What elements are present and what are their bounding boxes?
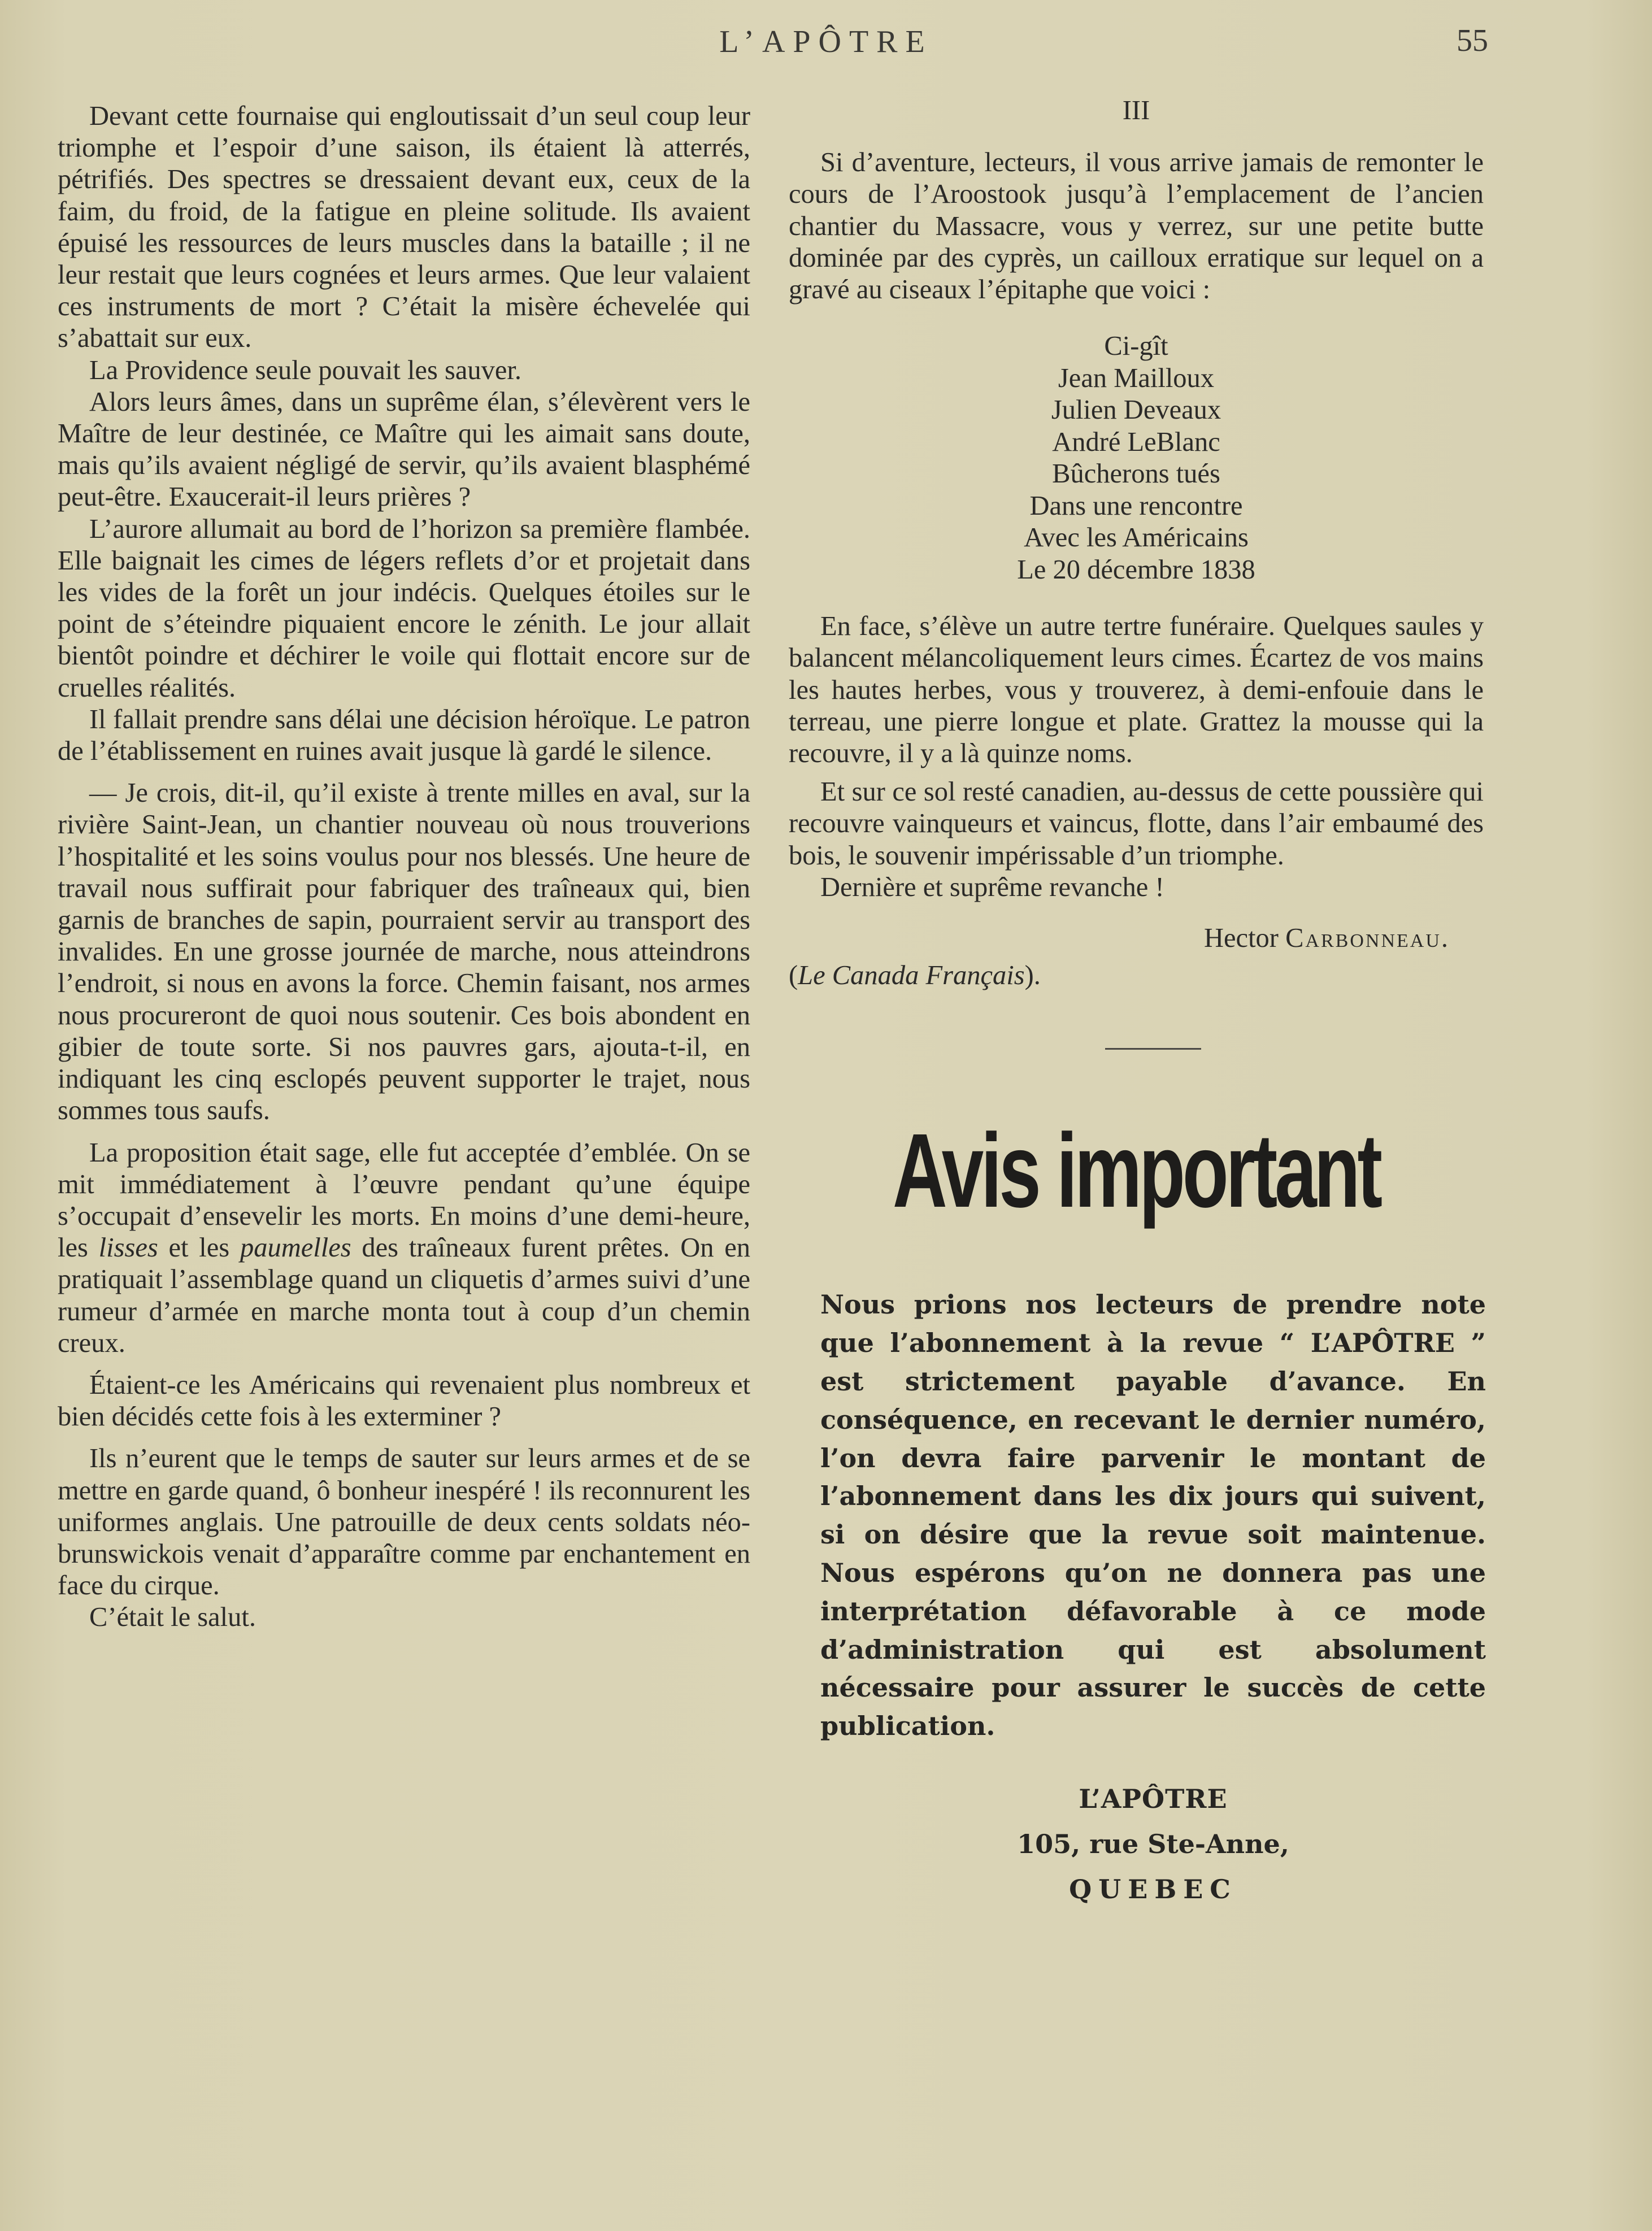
publisher-address: 105, rue Ste-Anne, bbox=[1017, 1829, 1289, 1860]
epitaph-line: André LeBlanc bbox=[1052, 427, 1220, 457]
author-signature bbox=[789, 923, 1484, 954]
paragraph: C’était le salut. bbox=[89, 1602, 256, 1633]
paragraph: Devant cette fournaise qui engloutissait d’un seul coup leur triomphe et l’espoir d’une saison, ils étaient là atterrés, pétrifiés. Des spectres se dressaient devant eux, ceux de la faim, du froid, de la fatigue en pleine solitude. Ils avaient épuisé les ressources de leurs muscles dans la bataille ; il ne leur restait que leurs cognées et leurs armes. Que leur valaient ces instruments de mort ? C’était la misère échevelée qui s’abattait sur eux. bbox=[58, 101, 750, 354]
epitaph bbox=[789, 330, 1484, 586]
publisher-block bbox=[820, 1783, 1486, 1906]
publisher-name: L’APÔTRE bbox=[1079, 1784, 1228, 1815]
notice-text: Nous prions nos lecteurs de prendre note que l’abonnement à la revue “ L’APÔTRE ” est strictement payable d’avance. En conséquence, en recevant le dernier numéro, l’on devra faire parvenir le montant de l’abonnement dans les dix jours qui suivent, si on désire que la revue soit maintenue. Nous espérons qu’on ne donnera pas une interprétation défavorable à ce mode d’administration qui est absolument nécessaire pour assurer le succès de cette publication. bbox=[820, 1289, 1486, 1742]
epitaph-line: Bûcherons tués bbox=[1052, 459, 1220, 489]
paragraph: — Je crois, dit-il, qu’il existe à trente milles en aval, sur la rivière Saint-Jean, un chantier nouveau où nous trouverions l’hospitalité et les soins voulus pour nos blessés. Une heure de travail nous suffirait pour fabriquer des traîneaux qui, bien garnis de branches de sapin, pourraient servir au transport des invalides. En une grosse journée de marche, nous atteindrons l’endroit, si nous en avons la force. Chemin faisant, nos armes nous procureront de quoi nous soutenir. Ces bois abondent en gibier de toute sorte. Si nos pauvres gars, ajouta-t-il, en indiquant les cinq esclopés peuvent supporter le trajet, nous sommes tous saufs. bbox=[58, 778, 750, 1126]
paragraph: Dernière et suprême revanche ! bbox=[820, 872, 1164, 902]
paragraph: Étaient-ce les Américains qui revenaient plus nombreux et bien décidés cette fois à les exterminer ? bbox=[58, 1369, 750, 1432]
paragraph: Ils n’eurent que le temps de sauter sur leurs armes et de se mettre en garde quand, ô bonheur inespéré ! ils reconnurent les uniformes anglais. Une patrouille de deux cents soldats néo-brunswickois venait d’apparaître comme par enchantement en face du cirque. bbox=[58, 1443, 750, 1601]
text-run: des traîneaux furent prêtes. On en pratiquait l’assemblage quand un cliquetis d’armes suivi d’une rumeur d’armée en marche monta tout à coup d’un chemin creux. bbox=[58, 1233, 751, 1358]
right-column bbox=[789, 95, 1484, 1906]
paragraph: Alors leurs âmes, dans un suprême élan, s’élevèrent vers le Maître de leur destinée, ce Maître qui les aimait sans doute, mais qu’ils avaient négligé de servir, qu’ils avaient blasphémé peut-être. Exaucerait-il leurs prières ? bbox=[58, 386, 750, 512]
epitaph-line: Avec les Américains bbox=[1024, 523, 1249, 553]
section-number: III bbox=[1122, 95, 1150, 125]
notice-body bbox=[820, 1286, 1486, 1746]
source-paren: ). bbox=[1024, 960, 1041, 991]
source-paren: ( bbox=[789, 960, 798, 991]
text-run: et les bbox=[168, 1233, 230, 1263]
paragraph: Si d’aventure, lecteurs, il vous arrive jamais de remonter le cours de l’Aroostook jusqu’à l’emplacement de l’ancien chantier du Massacre, vous y verrez, sur une petite butte dominée par des cyprès, un cailloux erratique sur lequel on a gravé au ciseaux l’épitaphe que voici : bbox=[789, 147, 1484, 305]
epitaph-line: Julien Deveaux bbox=[1051, 395, 1221, 425]
text-run: La proposition était sage, elle fut acceptée d’emblée. On se mit immédiatement à l’œuvre pendant qu’une équipe s’occupait d’ensevelir les morts. En moins d’une demi-heure, les bbox=[58, 1137, 750, 1263]
epitaph-line: Dans une rencontre bbox=[1029, 490, 1243, 521]
publisher-city: QUEBEC bbox=[1069, 1874, 1237, 1905]
source-title: Le Canada Français bbox=[798, 960, 1025, 991]
source-credit bbox=[789, 960, 1484, 991]
paragraph: Et sur ce sol resté canadien, au-dessus de cette poussière qui recouvre vainqueurs et vaincus, flotte, dans l’air embaumé des bois, le souvenir impérissable d’un triomphe. bbox=[789, 777, 1484, 871]
page-number: 55 bbox=[1457, 23, 1488, 58]
left-column bbox=[58, 101, 750, 1634]
author-last-name: Carbonneau. bbox=[1285, 923, 1450, 954]
epitaph-line: Le 20 décembre 1838 bbox=[1017, 554, 1255, 585]
paragraph: Il fallait prendre sans délai une décision héroïque. Le patron de l’établissement en ruines avait jusque là gardé le silence. bbox=[58, 704, 750, 767]
epitaph-line: Ci-gît bbox=[1104, 331, 1168, 362]
epitaph-line: Jean Mailloux bbox=[1058, 363, 1215, 393]
author-first-name: Hector bbox=[1203, 923, 1279, 954]
running-title: L’APÔTRE bbox=[719, 24, 933, 59]
italic-term: paumelles bbox=[240, 1233, 351, 1263]
notice-title: Avis important bbox=[892, 1112, 1380, 1230]
paragraph: En face, s’élève un autre tertre funéraire. Quelques saules y balancent mélancoliquement leurs cimes. Écartez de vos mains les hautes herbes, vous y trouverez, à demi-enfouie dans le terreau, une pierre longue et plate. Grattez la mousse qui la recouvre, il y a là quinze noms. bbox=[789, 611, 1484, 769]
paragraph: La Providence seule pouvait les sauver. bbox=[89, 355, 521, 385]
paragraph-with-italics bbox=[58, 1137, 750, 1359]
paragraph: L’aurore allumait au bord de l’horizon sa première flambée. Elle baignait les cimes de légers reflets d’or et projetait dans les vides de la forêt un jour indécis. Quelques étoiles sur le point de s’éteindre piquaient encore le zénith. Le jour allait bientôt poindre et déchirer le voile qui flottait encore sur de cruelles réalités. bbox=[58, 514, 750, 703]
italic-term: lisses bbox=[98, 1233, 158, 1263]
separator-rule bbox=[1105, 1048, 1201, 1050]
